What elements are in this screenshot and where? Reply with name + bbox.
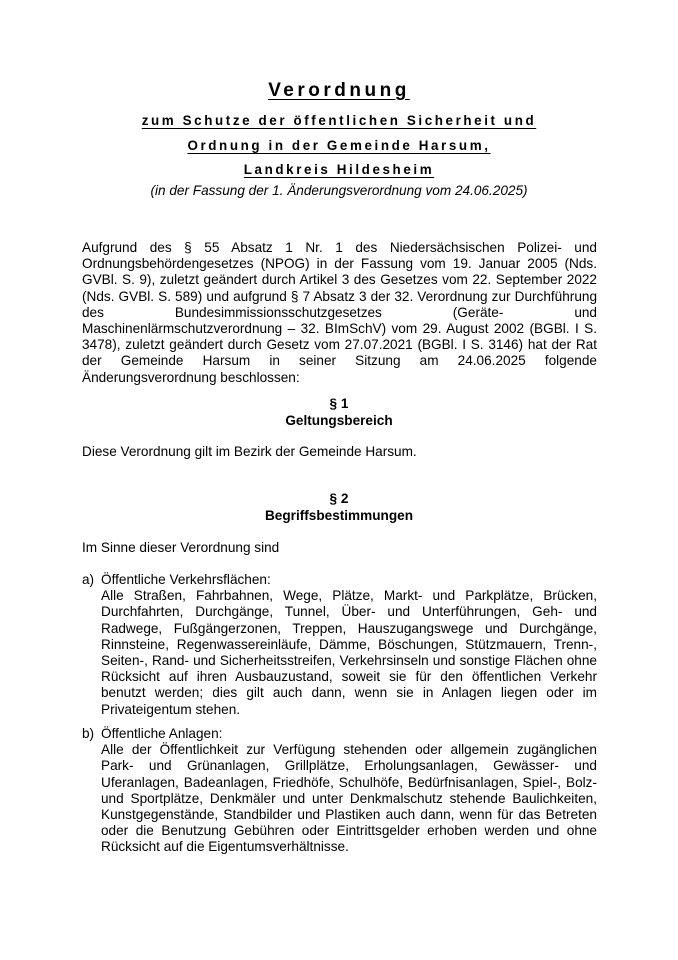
item-b-text: Alle der Öffentlichkeit zur Verfügung stehenden oder allgemein zugänglichen Park- und Grünanlagen, Grillplätze, Erholungsanlagen, Gewässer- und Uferanlagen, Badeanlagen, Friedhöfe, Schulhöfe, Bedürfnisanlagen, Spiel-, Bolz- und Sportplätze, Denkmäler und unter Denkmalschutz stehende Baulichkeiten, Kunstgegenstände, Standbilder und Plastiken auch dann, wenn für das Betreten oder die Benutzung Gebühren oder Eintrittsgelder erhoben werden und ohne Rücksicht auf die Eigentumsverhältnisse. bbox=[101, 742, 597, 855]
item-a-marker: a) bbox=[82, 572, 95, 587]
preamble-paragraph: Aufgrund des § 55 Absatz 1 Nr. 1 des Niedersächsischen Polizei- und Ordnungsbehördengesetzes (NPOG) in der Fassung vom 19. Januar 2005 (Nds. GVBl. S. 9), zuletzt geändert durch Artikel 3 des Gesetzes vom 22. September 2022 (Nds. GVBl. S. 589) und aufgrund § 7 Absatz 3 der 32. Verordnung zur Durchführung des Bundesimmissionsschutzgesetzes (Geräte- und Maschinenlärmschutzverordnung – 32. BImSchV) vom 29. August 2002 (BGBl. I S. 3478), zuletzt geändert durch Gesetz vom 27.07.2021 (BGBl. I S. 3146) hat der Rat der Gemeinde Harsum in seiner Sitzung am 24.06.2025 folgende Änderungsverordnung beschlossen: bbox=[82, 240, 597, 385]
document-title: Verordnung bbox=[268, 80, 410, 101]
section-1-text: Diese Verordnung gilt im Bezirk der Gemeinde Harsum. bbox=[82, 444, 417, 459]
item-a-title: Öffentliche Verkehrsflächen: bbox=[101, 572, 271, 587]
section-2-header bbox=[0, 490, 678, 524]
section-1-heading: Geltungsbereich bbox=[285, 413, 393, 428]
section-2-number: § 2 bbox=[329, 491, 349, 506]
version-note: (in der Fassung der 1. Änderungsverordnung vom 24.06.2025) bbox=[150, 183, 528, 198]
document-subtitle-line-2: Ordnung in der Gemeinde Harsum, bbox=[187, 138, 491, 153]
item-b-title: Öffentliche Anlagen: bbox=[101, 726, 223, 741]
section-2-heading: Begriffsbestimmungen bbox=[264, 508, 414, 523]
document-subtitle-line-3: Landkreis Hildesheim bbox=[243, 162, 435, 177]
definition-item-b bbox=[82, 726, 597, 856]
section-1-number: § 1 bbox=[329, 396, 349, 411]
definition-item-a bbox=[82, 572, 597, 718]
section-2-intro: Im Sinne dieser Verordnung sind bbox=[82, 540, 280, 555]
item-a-text: Alle Straßen, Fahrbahnen, Wege, Plätze, Markt- und Parkplätze, Brücken, Durchfahrten, Durchgänge, Tunnel, Über- und Unterführungen, Geh- und Radwege, Fußgängerzonen, Treppen, Hauszugangswege und Durchgänge, Rinnsteine, Regenwassereinläufe, Dämme, Böschungen, Stützmauern, Trenn-, Seiten-, Rand- und Sicherheitsstreifen, Verkehrsinseln und sonstige Flächen ohne Rücksicht auf ihren Ausbauzustand, soweit sie für den öffentlichen Verkehr benutzt werden; dies gilt auch dann, wenn sie in Anlagen liegen oder im Privateigentum stehen. bbox=[101, 588, 597, 717]
section-1-header bbox=[0, 395, 678, 429]
item-b-marker: b) bbox=[82, 726, 95, 741]
document-subtitle-line-1: zum Schutze der öffentlichen Sicherheit und bbox=[141, 113, 537, 128]
